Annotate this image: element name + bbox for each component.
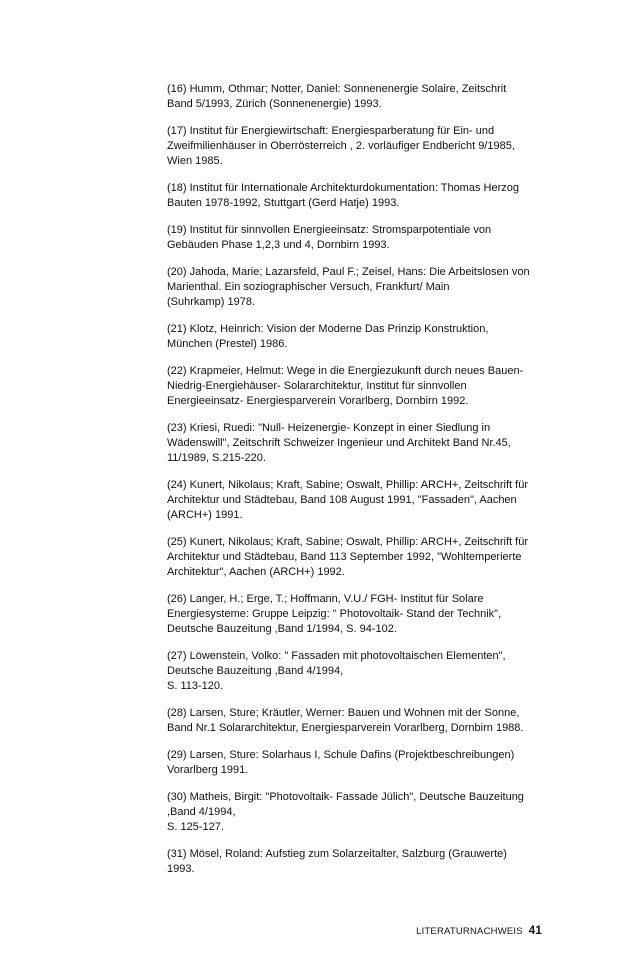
reference-line: Energiesysteme: Gruppe Leipzig: " Photovoltaik- Stand der Technik", xyxy=(167,608,502,620)
reference-entry xyxy=(167,124,552,169)
reference-line: 1993. xyxy=(167,863,195,875)
reference-list xyxy=(167,82,552,889)
reference-line: (25) Kunert, Nikolaus; Kraft, Sabine; Oswalt, Phillip: ARCH+, Zeitschrift für xyxy=(167,536,528,548)
reference-line: 11/1989, S.215-220. xyxy=(167,452,266,464)
reference-line: Zweifmilienhäuser in Oberrösterreich , 2. vorläufiger Endbericht 9/1985, xyxy=(167,140,515,152)
reference-line: ,Band 4/1994, xyxy=(167,806,236,818)
reference-line: (22) Krapmeier, Helmut: Wege in die Energiezukunft durch neues Bauen- xyxy=(167,365,524,377)
reference-line: Marienthal. Ein soziographischer Versuch, Frankfurt/ Main xyxy=(167,281,450,293)
reference-entry xyxy=(167,649,552,694)
reference-entry xyxy=(167,82,552,112)
reference-line: Gebäuden Phase 1,2,3 und 4, Dornbirn 1993. xyxy=(167,239,390,251)
reference-line: (20) Jahoda, Marie; Lazarsfeld, Paul F.; Zeisel, Hans: Die Arbeitslosen von xyxy=(167,266,530,278)
reference-entry xyxy=(167,748,552,778)
reference-line: Architektur und Städtebau, Band 108 August 1991, "Fassaden", Aachen xyxy=(167,494,517,506)
reference-line: Deutsche Bauzeitung ,Band 4/1994, xyxy=(167,665,344,677)
reference-entry xyxy=(167,706,552,736)
reference-line: Band Nr.1 Solararchitektur, Energiesparverein Vorarlberg, Dornbirn 1988. xyxy=(167,722,524,734)
reference-line: Vorarlberg 1991. xyxy=(167,764,249,776)
reference-line: (21) Klotz, Heinrich: Vision der Moderne Das Prinzip Konstruktion, xyxy=(167,323,489,335)
reference-line: Architektur und Städtebau, Band 113 September 1992, "Wohltemperierte xyxy=(167,551,522,563)
reference-entry xyxy=(167,265,552,310)
reference-line: (24) Kunert, Nikolaus; Kraft, Sabine; Oswalt, Phillip: ARCH+, Zeitschrift für xyxy=(167,479,528,491)
reference-entry xyxy=(167,364,552,409)
reference-entry xyxy=(167,790,552,835)
reference-entry xyxy=(167,223,552,253)
reference-line: (17) Institut für Energiewirtschaft: Energiesparberatung für Ein- und xyxy=(167,125,495,137)
reference-entry xyxy=(167,847,552,877)
reference-line: (19) Institut für sinnvollen Energieeinsatz: Stromsparpotentiale von xyxy=(167,224,492,236)
reference-entry xyxy=(167,322,552,352)
reference-line: (18) Institut für Internationale Architekturdokumentation: Thomas Herzog xyxy=(167,182,519,194)
reference-entry xyxy=(167,535,552,580)
reference-line: Niedrig-Energiehäuser- Solararchitektur, Institut für sinnvollen xyxy=(167,380,467,392)
reference-line: (23) Kriesi, Ruedi: "Null- Heizenergie- Konzept in einer Siedlung in xyxy=(167,422,491,434)
reference-line: Deutsche Bauzeitung ,Band 1/1994, S. 94-102. xyxy=(167,623,397,635)
reference-entry xyxy=(167,478,552,523)
reference-entry xyxy=(167,592,552,637)
reference-line: (29) Larsen, Sture: Solarhaus I, Schule Dafins (Projektbeschreibungen) xyxy=(167,749,515,761)
reference-line: (27) Löwenstein, Volko: " Fassaden mit photovoltaischen Elementen", xyxy=(167,650,506,662)
reference-line: (Suhrkamp) 1978. xyxy=(167,296,256,308)
reference-line: (30) Matheis, Birgit: "Photovoltaik- Fassade Jülich", Deutsche Bauzeitung xyxy=(167,791,524,803)
reference-line: (16) Humm, Othmar; Notter, Daniel: Sonnenenergie Solaire, Zeitschrit xyxy=(167,83,507,95)
reference-line: S. 113-120. xyxy=(167,680,224,692)
reference-line: Bauten 1978-1992, Stuttgart (Gerd Hatje) 1993. xyxy=(167,197,400,209)
reference-line: (ARCH+) 1991. xyxy=(167,509,243,521)
footer-section-title: LITERATURNACHWEIS xyxy=(416,926,523,937)
reference-line: (26) Langer, H.; Erge, T.; Hoffmann, V.U./ FGH- Institut für Solare xyxy=(167,593,484,605)
reference-line: Wädenswill", Zeitschrift Schweizer Ingenieur und Architekt Band Nr.45, xyxy=(167,437,511,449)
reference-line: Band 5/1993, Zürich (Sonnenenergie) 1993. xyxy=(167,98,382,110)
reference-line: Wien 1985. xyxy=(167,155,223,167)
reference-entry xyxy=(167,181,552,211)
reference-line: München (Prestel) 1986. xyxy=(167,338,288,350)
reference-line: S. 125-127. xyxy=(167,821,224,833)
reference-line: Architektur", Aachen (ARCH+) 1992. xyxy=(167,566,345,578)
reference-entry xyxy=(167,421,552,466)
reference-line: (31) Mösel, Roland: Aufstieg zum Solarzeitalter, Salzburg (Grauwerte) xyxy=(167,848,507,860)
page-footer xyxy=(416,925,542,937)
page-number: 41 xyxy=(528,925,542,937)
reference-line: Energieeinsatz- Energiesparverein Vorarlberg, Dornbirn 1992. xyxy=(167,395,469,407)
reference-line: (28) Larsen, Sture; Kräutler, Werner: Bauen und Wohnen mit der Sonne, xyxy=(167,707,520,719)
